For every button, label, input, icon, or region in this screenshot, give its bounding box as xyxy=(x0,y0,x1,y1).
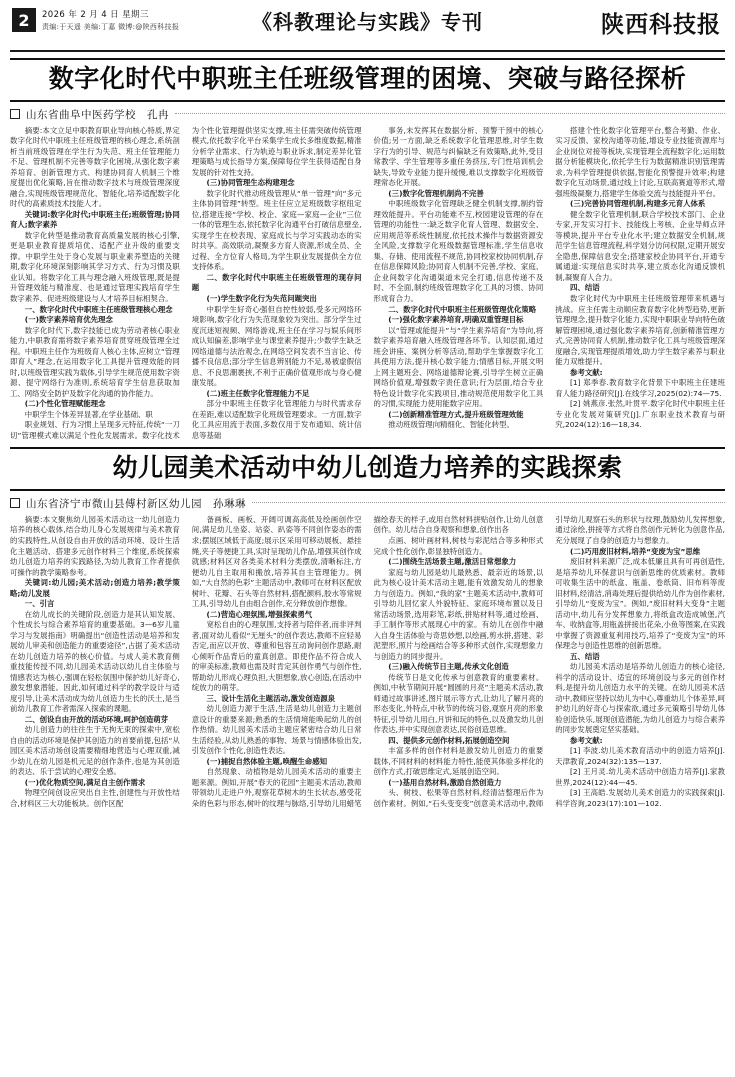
a2-c1-h3: (一)优化物质空间,满足自主创作需求 xyxy=(24,777,146,787)
a1-c4-ref2: [2] 姚燕彦.张然,叶贯平.数字化时代中职班主任专业化发展对策研究[J].广东职业技术教育与研究,2024(12):16—18,34. xyxy=(555,399,725,430)
article2-byline: 山东省济宁市微山县傅村新区幼儿园 孙琳琳 xyxy=(26,497,246,510)
masthead xyxy=(10,6,725,52)
a1-c1-h3: (二)个性化管理赋能理念 xyxy=(24,399,106,409)
a2-c2-p5: 幼儿创造力源于生活,生活是幼儿创造力主题创意设计的重要来源;熟悉的生活情境能唤起幼儿的创作热情。幼儿园美术活动主题应紧密结合幼儿日常生活经验,从幼儿熟悉的事物、场景与情感体验出发,引发创作个性化,创造性表达。 xyxy=(191,704,362,756)
a1-c2-p3: 数字化时代推动班级管理从“单一管理”向“多元主体协同管理”转型。班主任应立足班级数字枢纽定位,搭建连接“学校、校企、家庭—家庭—企业”三位一体的管理生态,依托数字化沟通平台打破信息壁垒,实现学生在校表现、家庭成长与学习实践动态的实时共享。高效联动,凝聚多方育人资源,形成全员、全过程、全方位育人格局,为学生职业发展提供全方位支持体系。 xyxy=(191,188,362,272)
article2-title-band xyxy=(10,447,725,491)
a1-c1-h1: 一、数字化时代中职班主任班级管理核心理念 xyxy=(24,304,173,314)
a1-c4-h1: (三)完善协同管理机制,构建多元育人体系 xyxy=(570,199,706,209)
a1-c4-p1: 搭建个性化数字化管理平台,整合考勤、作业、实习反馈、家校沟通等功能,增设专业技能资源库与企业岗位对接等板块,实现管理全流程数字化;运用数据分析能模块化,依托学生行为数据精准识别管理需求,为科学管理提供依据,智能化预警提升效率;构建数字化互动场景,通过线上讨论,互联高赛道等形式,增强班级凝聚力,搭建学生体验交流与技能提升平台。 xyxy=(555,125,725,198)
article1-byline: 山东省曲阜中医药学校 孔冉 xyxy=(26,108,169,121)
a1-c2-p6: 中职学生好奇心强但自控性较弱,受多元网络环境影响,数字化行为失范现象较为突出。部分学生过度沉迷短视频、网络游戏,班主任在学习与娱乐间形成认知偏差,影响学业与课堂素养提升;少数学生缺乏网络道德与法治观念,在网络空间发表不当言论、传播不良信息;部分学生信息辨别能力不足,易被虚假信息、不良思潮裹挟,不利于正确价值观形成与身心健康发展。 xyxy=(191,304,362,388)
a2-c3-h1: (二)围绕生活场景主题,激活日常想象力 xyxy=(388,557,517,567)
a1-c2-h1: (三)协同管理生态构建理念 xyxy=(206,178,295,188)
paper-name: 陕西科技报 xyxy=(601,11,721,38)
a2-c2-p3: 宽松自由的心理氛围,支持者与陪伴者,而非评判者,面对幼儿看似“无厘头”的创作表达,教师不应轻易否定,而应以开放、尊重和包容互动询问创作思路,耐心倾听作品背后的童真创意。即使作品不符合成人的审美标准,教师也需及时肯定其创作勇气与创作性,帮助幼儿形成心理负担,大胆想象,放心创造,在活动中绽放力的萌芽。 xyxy=(191,620,362,693)
a2-c1-p1: 摘要:本文聚焦幼儿园美术活动这一幼儿创造力培养的核心载体,结合幼儿身心发展规律与美术教育的实践特性,从创设自由开放的活动环境、设计生活化主题活动、搭建多元创作材料三个维度,系统探索幼儿创造力培养的实践路径,为幼儿教育工作者提供可操作的教学策略参考。 xyxy=(10,514,180,577)
a1-c1-keywords: 关键词:数字化时代;中职班主任;班级管理;协同育人;数字素养 xyxy=(10,209,180,230)
a2-c3-p5: 传统节日是文化传承与创意教育的重要素材。例如,中秋节期间开展“圆圆的月亮”主题美术活动,教师通过故事讲述,图片展示等方式,让幼儿了解月亮的形态变化,外特点,中秋节的传统习俗,观察月亮的形象特征,引导幼儿用白,月饼和玩的特色,以及激发幼儿创作表达,并中实现创意表达,民俗创造思维。 xyxy=(373,672,544,735)
a2-c3-h2: (三)融入传统节日主题,传承文化创造 xyxy=(388,662,509,672)
a2-c1-p4: 在幼儿成长的关键阶段,创造力是其认知发展、个性成长与综合素养培育的重要基础。3—6岁儿童学习与发展指南》明确提出“创造性活动是培养和发展幼儿审美和创造能力的重要途径”,占据了美术活动在幼儿创造力培养的核心价值。与成人美术教育侧重技能传授不同,幼儿园美术活动以幼儿自主体验与情感表达为核心,强调在轻松氛围中保护幼儿好奇心,激发想象潜能。因此,如何通过科学的教学设计与适度引导,让美术活动成为幼儿创造力生长的沃土,是当前幼儿教育工作者需深入探索的课题。 xyxy=(10,609,180,714)
byline-rule xyxy=(175,112,725,114)
a1-c4-p5: 数字化时代为中职班主任班级管理带来机遇与挑战。应主任需主动顺应教育数字化转型趋势,更新管理理念,提升数字化能力,实现中职职业导向特色破解管理困境,通过强化数字素养培育,创新精准管理方式,完善协同育人机制,推动数字化工具与班级管理深度融合,实现管理提质增效,助力学生数字素养与职业能力双维提升。 xyxy=(555,294,725,367)
a2-c1-p8: 物理空间创设应突出自主性,创建性与开放性结合,材料区三大功能板块。创作区配 xyxy=(10,788,180,808)
a2-c3-p1: 点画、树叶画材料,树枝与彩泥结合等多种形式完成个性化创作,彰显独特创造力。 xyxy=(373,536,544,556)
a1-c3-p6: 以“管理或能提升”与“学生素养培育”为导向,将数字素养培育融入班级管理各环节。认知层面,通过班会讲座、案例分析等活动,帮助学生掌握数字化工具使用方法,提升核心数字能力;情感目标,开展文明上网主题班会、网络道德辩论赛,引导学生树立正确网络价值观,增强数字责任意识;行为层面,结合专业特色设计数字化实践项目,推动规范使用数字化工具的习惯,实现能力使用能数字应用。 xyxy=(373,325,544,409)
a1-c4-ref1: [1] 郑季春.教育数字化背景下中职班主任建班育人能力路径研究[J].在线学习,2025(02):74—75. xyxy=(555,378,725,398)
article1-title: 数字化时代中职班主任班级管理的困境、突破与路径探析 xyxy=(48,64,687,93)
article1-title-band xyxy=(10,58,725,102)
a2-c3-h3: 四、提供多元创作材料,拓展创造空间 xyxy=(388,735,510,745)
article2-body xyxy=(10,515,725,809)
a1-c3-h4: (二)创新精准管理方式,提升班级管理效能 xyxy=(388,409,524,419)
a1-c2-h3: (一)学生数字化行为失范问题突出 xyxy=(206,294,317,303)
a2-c4-refs-head: 参考文献: xyxy=(570,735,603,745)
a1-c3-h1: (三)数字化管理机制尚不完善 xyxy=(388,188,484,198)
byline-rule xyxy=(252,501,725,503)
a2-c4-h1: (二)巧用废旧材料,培养“变废为宝”思维 xyxy=(570,546,701,556)
publication-date: 2026 年 2 月 4 日 星期三 xyxy=(42,10,149,20)
a1-c2-h2: 二、数字化时代中职班主任班级管理的现存问题 xyxy=(191,272,362,293)
article2-byline-row xyxy=(10,496,725,511)
a2-c4-p5: 幼儿园美术活动是培养幼儿创造力的核心途径,科学的活动设计、适宜的环境创设与多元的创作材料,是提升幼儿创造力水平的关键。在幼儿园美术活动中,教师应坚持以幼儿为中心,尊重幼儿个体差异,呵护幼儿的好奇心与探索欲,通过多元策略引导幼儿体验创造快乐,展现创造潜能,为幼儿创造力与综合素养的同步发展奠定坚实基础。 xyxy=(555,662,725,735)
supplement-title: 《科教理论与实践》专刊 xyxy=(252,10,483,34)
a1-c3-p8: 推动班级管理向精细化、智能化转型。 xyxy=(388,420,514,430)
a1-c1-h2: (一)数字素养培育优先理念 xyxy=(24,315,113,325)
a1-c1-p3: 数字化转型是推动教育高质量发展的核心引擎,更是职业教育提质培优、适配产业升级的重要支撑。中职学生处于身心发展与职业素养塑造的关键期,数字化环境深刻影响其学习方式、行为习惯及职业认知。将数字化工具与理念融入班级管理,既是提升管理效能与精准度、也是通过管理实践培育学生数字素养、促进班级建设与人才培养目标相契合。 xyxy=(10,230,180,303)
article2-title: 幼儿园美术活动中幼儿创造力培养的实践探索 xyxy=(112,453,623,483)
article2 xyxy=(10,447,725,809)
a2-c2-h3: (一)捕捉自然体验主题,唤醒生命感知 xyxy=(206,756,327,766)
a1-c4-refs-head: 参考文献: xyxy=(570,367,603,377)
a1-c3-p1: 事务,未发挥其在数据分析、预警干预中的核心价值;另一方面,缺乏系统数字化管理思维,对学生数字行为的引导、规范与纠偏缺乏有效策略,此外,受目常教学、学生管理等多重任务挤压,专门性培训机会缺失,导致专业能力提升缓慢,难以支撑数字化班级管理常态化开展。 xyxy=(373,125,544,188)
a2-c4-p1: 头、树枝、松果等自然材料,经清洁整理后作为创作素材。例如,“石头变变变”创意美术活动中,教师引导幼儿观察石头的形状与纹理,鼓励幼儿发挥想象,通过涂绘,拼接等方式将自然创作元转化为创意作品,充分展现了自身的创造力与想象力。 xyxy=(373,514,725,808)
a1-c2-h4: (二)班主任数字化管理能力不足 xyxy=(206,388,310,398)
a1-c4-p3: 健全数字化管理机制,联合学校技术部门、企业专家,开发实习打卡、技能线上考核、企业导师点评等模块,提升平台专业化水平;建立数据安全机制,规范学生信息管理流程,科学划分访问权限,定期开展安全隐患,保障信息安全;搭建家校企协同平台,开通专属通道:实现信息实时共享,建立质态化沟通反馈机制,凝聚育人合力。 xyxy=(555,209,725,282)
a2-c3-h4: (一)基用自然材料,激励自然创造力 xyxy=(388,777,502,787)
a1-c1-p8: 中职学生个体差异显著,在学业基础、职 xyxy=(24,409,153,419)
a1-c2-p1: 职业规划、行为习惯上呈现多元特征,传统“一刀切”管理模式难以满足个性化发展需求。数字化技术为个性化管理提供坚实支撑,班主任需突破传统管理模式,依托数字化平台采集学生成长多维度数据,精准分析学业需求、行为轨迹与职业诉求,制定差异化管理策略与成长指导方案,保障每位学生获得适配自身发展的针对性支持。 xyxy=(10,125,362,440)
a1-c1-p6: 数字化时代下,数字技能已成为劳动者核心职业能力,中职教育需将数字素养培育贯穿班级管理全过程。中职班主任作为班级育人核心主体,应树立“管理即育人”理念,在运用数字化工具提升管理效能的同时,以班级管理实践为载体,引导学生规范使用数字资源、提守网络行为准则,系统培育学生信息获取加工、网络安全防护及数字化沟通的协作能力。 xyxy=(10,325,180,398)
a2-c2-p7: 自然现象、动植物是幼儿园美术活动的重要主题来源。例如,开展“春天的花园”主题美术活动,教师带领幼儿走进户外,观察花草树木的生长状态,感受花朵的色彩与形态,树叶的纹理与脉络,引导幼儿用蜡笔描绘春天的样子,或用自然材料拼贴创作,让幼儿创意创作。幼儿结合自身观察和想象,创作出各 xyxy=(191,514,544,808)
a2-c2-p1: 备画板、画板、开阔可调高高低及绘画创作空间,满足幼儿坐姿、站姿、趴姿等不同创作姿态的需求;摆展区域低于高度;展示区采用可移动展板、悬挂绳,夹子等便捷工具,实时呈现幼儿作品,增强其创作成就感;材料区对各类美术材料分类摆放,清晰标注,方便幼儿自主取用和搬放,培养其自主管理能力。例如,“大自然的色彩”主题活动中,教师可在材料区配放树叶、花瓣、石头等自然材料,搭配颜料,胶水等常规工具,引导幼儿自由组合创作,充分释放创作想像。 xyxy=(191,514,362,609)
a1-c3-h3: (一)强化数字素养培育,明确双重管理目标 xyxy=(388,315,524,325)
square-bullet-icon xyxy=(10,109,20,119)
a2-c1-p6: 幼儿创造力的往往生于无拘无束的探索中,宽松自由的活动环境是保护其创造力的首要前提,包括“从园区美术活动场创设需要精细地营造与心理双重,减少幼儿在幼儿园是机元足的创作条件,也是为其创造的表达、乐于尝试的心理安全感。 xyxy=(10,725,180,777)
a1-c3-h2: 二、数字化时代中职班主任班级管理优化策略 xyxy=(388,304,537,314)
a1-c3-p3: 中职班级数字化管理缺乏健全机制支撑,制约管理效能提升。平台功能难不互,校园建设管理的存在管理的功能性一:缺乏数字化育人管理、数据安全、应用规范等系统性制度,依托技术操作与数据资源安全风险,支撑数字化班级数据管理标准,学生信息收集、存储、使用流程不规范,协同校家校协同机制,存在信息保障风险;协同育人机制不完善,学校、家庭、企业间数字化沟通渠道未完全打通,信息传递不及时、不全面,制约班级管理数字化工具的习惯、协同形成育合力。 xyxy=(373,199,544,303)
article1-body xyxy=(10,126,725,441)
a2-c2-h2: 三、设计生活化主题活动,激发创造源泉 xyxy=(206,693,335,703)
a2-c2-h1: (二)营造心理氛围,增强探索勇气 xyxy=(206,609,313,619)
page-number: 2 xyxy=(12,8,36,32)
a2-c4-ref3: [3] 王高皓.发展幼儿美术创造力的实践探索[J].科学咨询,2023(17):101—102. xyxy=(555,788,725,808)
a2-c1-h2: 二、创设自由开放的活动环境,呵护创造萌芽 xyxy=(24,714,169,724)
a2-c3-p7: 丰富多样的创作材料是激发幼儿创造力的重要载体,不同材料的材料能力特性,能使其体验多样化的创作方式,打破思维定式,延展创造空间。 xyxy=(373,746,544,777)
a2-c4-ref1: [1] 李波.幼儿美术教育活动中的创造力培养[J].天津教育,2024(32):135—137. xyxy=(555,746,725,766)
square-bullet-icon xyxy=(10,498,20,508)
masthead-credits: 责编:于天遥 美编:丁嘉 微博:@陕西科技报 xyxy=(42,23,180,31)
a1-c4-h2: 四、结语 xyxy=(570,283,600,293)
a2-c1-h1: 一、引言 xyxy=(24,599,55,609)
a1-c1-p1: 摘要:本文立足中职教育职业导向核心特质,界定数字化时代中职班主任班级管理的核心理念,系统剖析当前班级管理在学生行为失范、班主任管理能力不足、管理机制不完善等数字化困境,从强化数字素养培育、创新管理方式、构建协同育人机制三个维度提出优化策略,旨在推动数字技术与班级管理深度融合,实现班级管理规范化、智能化,培养适配数字化时代的高素质技术技能人才。 xyxy=(10,125,180,209)
a2-c3-p3: 家庭与幼儿园是幼儿最熟悉、最亲近的场景,以此为核心设计美术活动主题,能有效激发幼儿的想象力与创造力。例如,“我的家”主题美术活动中,教师可引导幼儿回忆家人外貌特征、家庭环境布置以及日常活动场景,选用彩笔,彩纸,拼贴材料等,通过绘画、手工制作等形式展现心中的家。有幼儿在创作中融入自身生活体验与奇思妙想,以绘画,剪水拼,搭建、彩泥塑形,照片与绘画结合等多种形式创作,实现想象力与创造力的同步提升。 xyxy=(373,567,544,661)
a2-c4-h2: 五、结语 xyxy=(570,651,600,661)
a2-c4-p3: 废旧材料来源广泛,成本低廉且具有可再创造性,是培养幼儿环保意识与创新思维的优质素材。教师可收集生活中的纸盒、瓶盖、卷纸筒、旧布料等废旧材料,经清洁,消毒处理后提供给幼儿作为创作素材,引导幼儿“变废为宝”。例如,“废旧材料大变身”主题活动中,幼儿有分发挥想象力,将纸盒改造成城堡,汽车、收纳盒等,用瓶盖拼接出花朵,小鱼等图案,在实践中掌握了资源重复利用技巧,培养了“变废为宝”的环保理念与创造性思维的创新思维。 xyxy=(555,557,725,651)
a2-c4-ref2: [2] 王月灵.幼儿美术活动中创造力培养[J].家教世界,2024(12):44—45. xyxy=(555,767,725,787)
a1-c2-p8: 部分中职班主任数字化管理能力与时代需求存在差距,难以适配数字化班级管理要求。一方面,数字化工具应用流于表面,多数仅用于发布通知、统计信息等基础 xyxy=(191,399,362,440)
a2-c1-keywords: 关键词:幼儿园;美术活动;创造力培养;教学策略;幼儿发展 xyxy=(10,578,180,598)
article1-byline-row xyxy=(10,107,725,122)
